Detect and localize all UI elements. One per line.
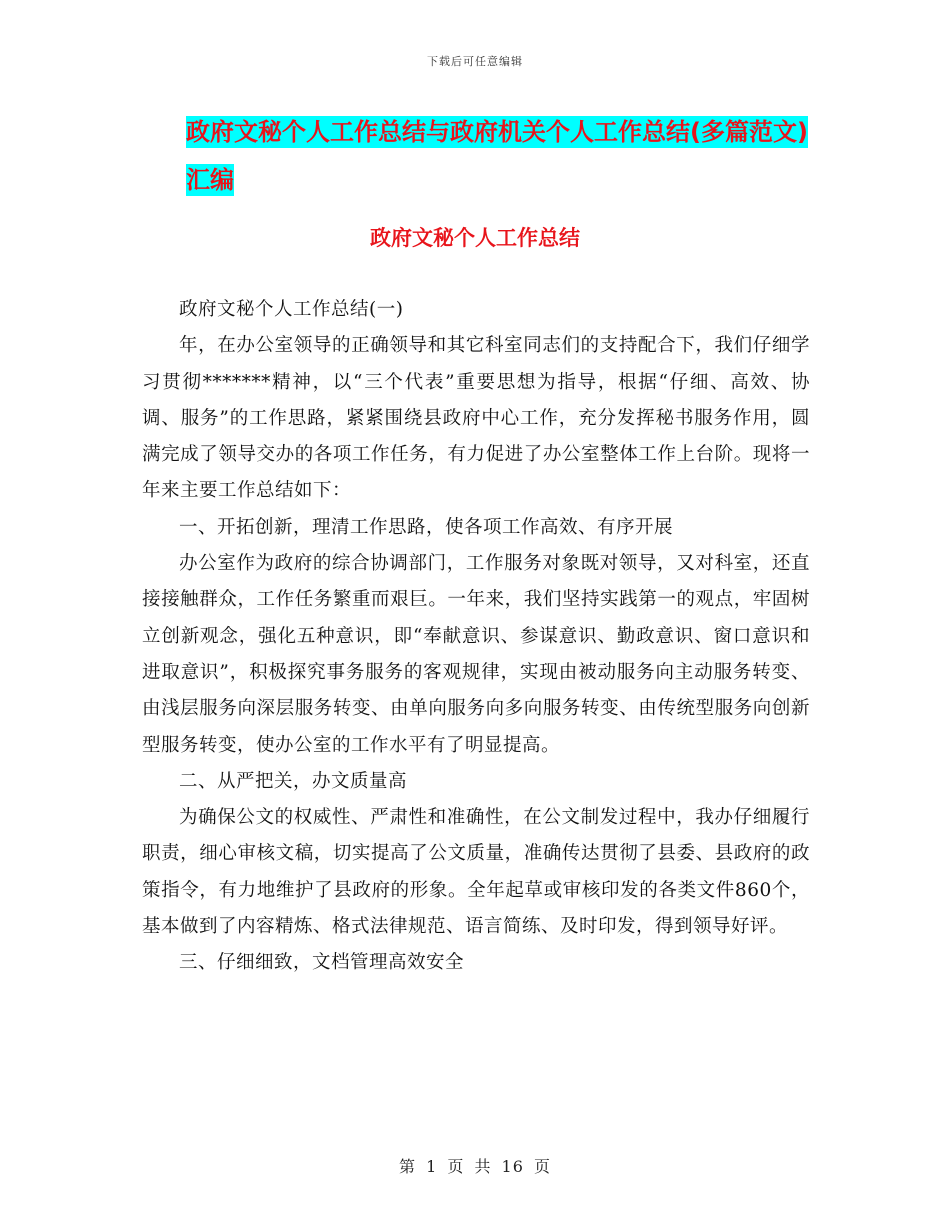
paragraph-body-1: 办公室作为政府的综合协调部门，工作服务对象既对领导，又对科室，还直接接触群众，工作任务繁重而艰巨。一年来，我们坚持实践第一的观点，牢固树立创新观念，强化五种意识，即“奉献意识、参谋意识、勤政意识、窗口意识和进取意识”，积极探究事务服务的客观规律，实现由被动服务向主动服务转变、由浅层服务向深层服务转变、由单向服务向多向服务转变、由传统型服务向创新型服务转变，使办公室的工作水平有了明显提高。 <box>142 553 810 756</box>
paragraph-heading-3: 三、仔细细致，文档管理高效安全 <box>179 952 465 974</box>
paragraph-subheading: 政府文秘个人工作总结(一) <box>179 299 404 320</box>
document-body <box>142 292 810 982</box>
paragraph-heading-2: 二、从严把关，办文质量高 <box>179 770 408 792</box>
document-title <box>186 108 826 204</box>
page-number: 第 1 页 共 16 页 <box>399 1157 551 1176</box>
section-title: 政府文秘个人工作总结 <box>370 226 580 250</box>
paragraph-intro: 年，在办公室领导的正确领导和其它科室同志们的支持配合下，我们仔细学习贯彻*******精神，以“三个代表”重要思想为指导，根据“仔细、高效、协调、服务”的工作思路，紧紧围绕县政府中心工作，充分发挥秘书服务作用，圆满完成了领导交办的各项工作任务，有力促进了办公室整体工作上台阶。现将一年来主要工作总结如下： <box>142 335 810 502</box>
document-title-text: 政府文秘个人工作总结与政府机关个人工作总结(多篇范文)汇编 <box>186 118 808 194</box>
paragraph-body-2: 为确保公文的权威性、严肃性和准确性，在公文制发过程中，我办仔细履行职责，细心审核文稿，切实提高了公文质量，准确传达贯彻了县委、县政府的政策指令，有力地维护了县政府的形象。全年起草或审核印发的各类文件860个，基本做到了内容精炼、格式法律规范、语言简练、及时印发，得到领导好评。 <box>142 807 810 938</box>
paragraph-heading-1: 一、开拓创新，理清工作思路，使各项工作高效、有序开展 <box>179 516 674 538</box>
page-header: 下载后可任意编辑 <box>427 55 523 68</box>
